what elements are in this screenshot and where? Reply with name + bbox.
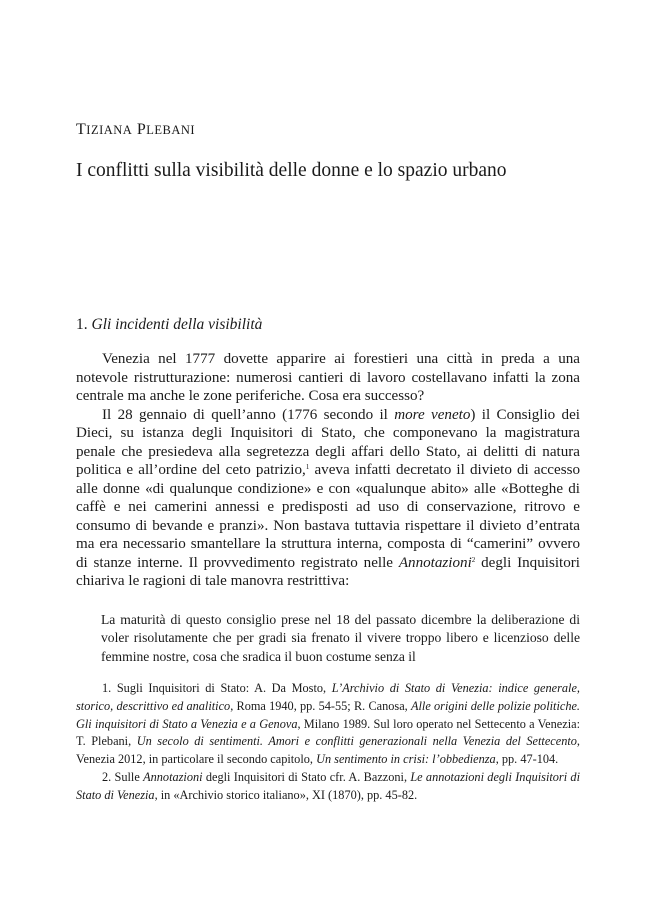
footnote-1 bbox=[76, 680, 580, 769]
footnote-ref-1: 1 bbox=[305, 463, 310, 471]
fn1-italic-4: Un sentimento in crisi: l’obbedienza bbox=[316, 752, 496, 767]
p2-text-d: degli Inquisitori chiariva le ragioni di tale manovra restrittiva: bbox=[76, 554, 580, 589]
author-first-rest: IZIANA bbox=[86, 123, 133, 137]
fn1-text-c: , Milano 1989. Sul loro operato nel Settecento a Venezia: T. Plebani, bbox=[76, 716, 580, 749]
section-number: 1. bbox=[76, 316, 92, 333]
fn1-italic-2: Alle origini delle polizie politiche. Gli inquisitori di Stato a Venezia e a Genova bbox=[76, 698, 580, 731]
fn2-italic-2: Le annotazioni degli Inquisitori di Stato di Venezia bbox=[76, 769, 580, 802]
p2-text-c: aveva infatti decretato il divieto di accesso alle donne «di qualunque condizione» e con «qualunque abito» alle «Botteghe di caffè e nei camerini annessi e predisposti ad uso di conservazione, ritrovo e consumo di bevande e pranzi». Non bastava tuttavia rispettare il divieto d’entrata ma era necessario smantellare la struttura interna, composta di “camerini” ovvero di stanze interne. Il provvedimento registrato nelle bbox=[76, 462, 580, 571]
fn1-text-a: 1. Sugli Inquisitori di Stato: A. Da Mosto, bbox=[102, 681, 332, 695]
footnotes bbox=[76, 680, 580, 805]
section-title: Gli incidenti della visibilità bbox=[91, 316, 263, 333]
fn2-italic-1: Annotazioni bbox=[143, 769, 203, 784]
fn2-text-b: degli Inquisitori di Stato cfr. A. Bazzoni, bbox=[202, 769, 411, 784]
chapter-title: I conflitti sulla visibilità delle donne e lo spazio urbano bbox=[76, 160, 507, 181]
paragraph-2 bbox=[76, 406, 580, 591]
fn1-text-e: , pp. 47-104. bbox=[495, 752, 559, 767]
footnote-ref-2: 2 bbox=[471, 555, 476, 564]
fn1-italic-3: Un secolo di sentimenti. Amori e conflitti generazionali nella Venezia del Settecento bbox=[136, 734, 577, 749]
chapter-author bbox=[76, 121, 195, 139]
section-heading bbox=[76, 316, 262, 334]
p2-text-a: Il 28 gennaio di quell’anno (1776 secondo il bbox=[102, 406, 395, 423]
fn1-text-d: , Venezia 2012, in particolare il secondo capitolo, bbox=[76, 734, 580, 767]
block-quote: La maturità di questo consiglio prese nel 18 del passato dicembre la deliberazione di voler risolutamente che per gradi sia frenato il vivere troppo libero e licenzioso delle femmine nostre, cosa che sradica il buon costume senza il bbox=[101, 612, 580, 664]
fn1-text-b: , Roma 1940, pp. 54-55; R. Canosa, bbox=[230, 698, 411, 713]
p2-text-b: ) il Consiglio dei Dieci, su istanza degli Inquisitori di Stato, che componevano la magistratura penale che presiedeva alla segretezza degli affari dello Stato, ai delitti di natura politica e all’ordine del ceto patrizio, bbox=[76, 406, 580, 478]
p2-italic-more-veneto: more veneto bbox=[394, 406, 471, 423]
author-last-initial: P bbox=[136, 121, 147, 138]
body-text bbox=[76, 350, 580, 591]
fn1-italic-1: L’Archivio di Stato di Venezia: indice generale, storico, descrittivo ed analitico bbox=[76, 681, 580, 713]
fn2-text-c: , in «Archivio storico italiano», XI (1870), pp. 45-82. bbox=[154, 787, 418, 802]
author-last-rest: LEBANI bbox=[146, 123, 196, 137]
paragraph-1: Venezia nel 1777 dovette apparire ai forestieri una città in preda a una notevole ristrutturazione: numerosi cantieri di lavoro costellavano infatti la zona centrale ma anche le zone periferiche. Cosa era successo? bbox=[76, 351, 580, 404]
footnote-2 bbox=[76, 769, 580, 805]
fn2-text-a: 2. Sulle bbox=[102, 769, 144, 784]
p2-italic-annotazioni: Annotazioni bbox=[398, 554, 472, 571]
author-first-initial: T bbox=[76, 121, 87, 138]
